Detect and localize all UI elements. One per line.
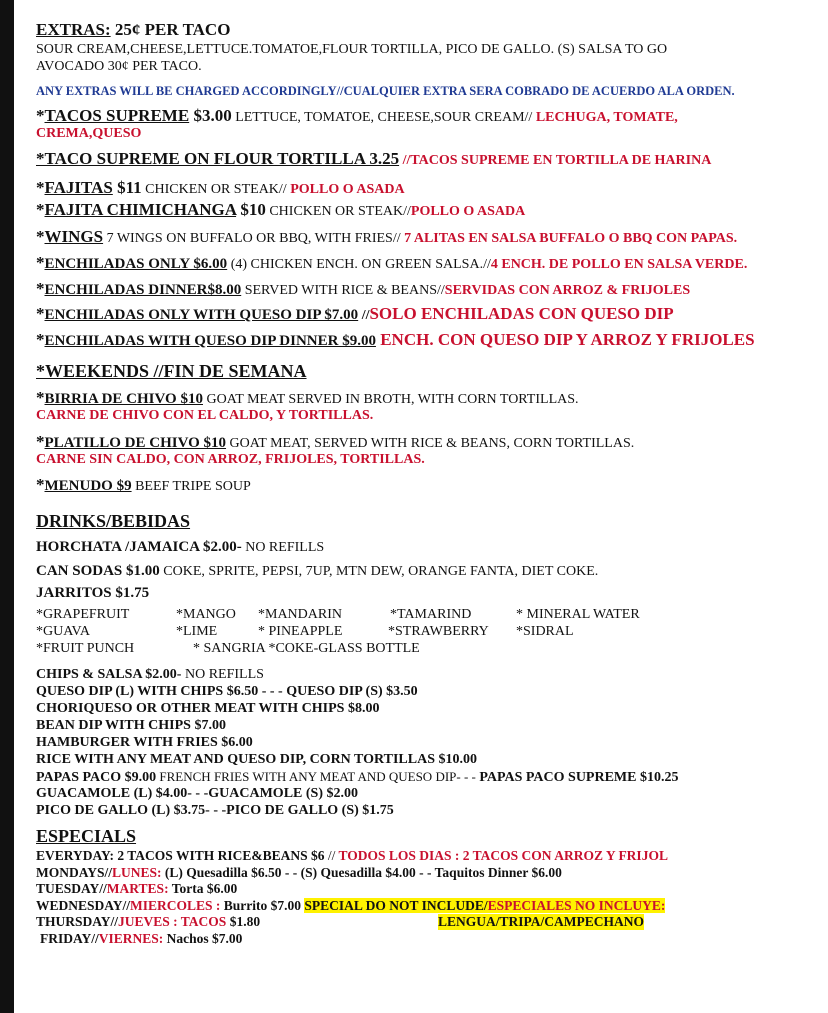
day-es: MIERCOLES :	[130, 898, 221, 913]
platillo-spanish: CARNE SIN CALDO, CON ARROZ, FRIJOLES, TORTILLAS.	[36, 452, 425, 467]
enchiladas-queso-dinner-item	[36, 332, 755, 350]
hamburger-item: HAMBURGER WITH FRIES $6.00	[36, 735, 253, 750]
taco-supreme-flour-item	[36, 151, 711, 169]
sodas-item	[36, 563, 598, 580]
item-name: HORCHATA /JAMAICA $2.00-	[36, 539, 242, 555]
day-en: WEDNESDAY//	[36, 898, 131, 913]
item-price: $11	[112, 178, 142, 197]
day-rest: Burrito $7.00	[220, 898, 305, 913]
day-rest: Torta $6.00	[168, 881, 238, 896]
item-name: BIRRIA DE CHIVO $10	[44, 391, 203, 407]
day-es: MARTES:	[106, 881, 169, 896]
weekends-title: *WEEKENDS //FIN DE SEMANA	[36, 361, 307, 381]
drinks-title: DRINKS/BEBIDAS	[36, 511, 191, 531]
wednesday-special	[36, 898, 665, 914]
extras-notice: ANY EXTRAS WILL BE CHARGED ACCORDINGLY//CUALQUIER EXTRA SERA COBRADO DE ACUERDO ALA ORDEN.	[36, 84, 735, 98]
item-desc: GOAT MEAT, SERVED WITH RICE & BEANS, CORN TORTILLAS.	[226, 436, 635, 451]
monday-special	[36, 865, 562, 881]
item-desc: NO REFILLS	[241, 540, 325, 555]
item-name: ENCHILADAS WITH QUESO DIP DINNER $9.00	[44, 333, 376, 349]
item-price: $3.00	[189, 106, 232, 125]
item-star: *	[36, 106, 45, 125]
item-desc: (4) CHICKEN ENCH. ON GREEN SALSA.//	[227, 257, 491, 272]
item-desc: FRENCH FRIES WITH ANY MEAT AND QUESO DIP- - -	[156, 769, 476, 784]
birria-spanish: CARNE DE CHIVO CON EL CALDO, Y TORTILLAS.	[36, 408, 374, 423]
extras-heading	[36, 22, 230, 40]
flavor-strawberry: *STRAWBERRY	[388, 624, 489, 639]
flavor-lime: *LIME	[176, 624, 218, 639]
day-en: TUESDAY//	[36, 881, 107, 896]
pico-item: PICO DE GALLO (L) $3.75- - -PICO DE GALLO (S) $1.75	[36, 803, 394, 818]
item-name: TACOS SUPREME	[44, 106, 190, 125]
flavor-mineral-water: * MINERAL WATER	[516, 607, 640, 622]
queso-item: QUESO DIP (L) WITH CHIPS $6.50 - - - QUESO DIP (S) $3.50	[36, 684, 418, 699]
item-spanish: SOLO ENCHILADAS CON QUESO DIP	[369, 304, 674, 323]
item-name: MENUDO $9	[44, 478, 132, 494]
item-name: ENCHILADAS ONLY WITH QUESO DIP $7.00	[44, 307, 359, 323]
wings-item	[36, 229, 737, 247]
extras-line-1: SOUR CREAM,CHEESE,LETTUCE.TOMATOE,FLOUR TORTILLA, PICO DE GALLO. (S) SALSA TO GO	[36, 42, 668, 57]
enchiladas-only-item	[36, 255, 747, 273]
item-desc: LETTUCE, TOMATOE, CHEESE,SOUR CREAM//	[231, 110, 533, 125]
item-price: $10	[236, 200, 266, 219]
item-name: PAPAS PACO $9.00	[36, 770, 157, 785]
fajita-chimichanga-item	[36, 202, 525, 220]
item-star: *	[36, 388, 45, 407]
special-es: TODOS LOS DIAS : 2 TACOS CON ARROZ Y FRIJOL	[335, 848, 668, 863]
day-en: THURSDAY//	[36, 914, 119, 929]
tuesday-special	[36, 881, 237, 897]
day-rest: Nachos $7.00	[163, 931, 243, 946]
flavor-mandarin: *MANDARIN	[258, 607, 342, 622]
item-star: *	[36, 279, 45, 298]
item-star: *	[36, 304, 45, 323]
special-sep: //	[324, 848, 336, 863]
item-spanish: LECHUGA, TOMATE,	[532, 110, 678, 125]
flavor-pineapple: * PINEAPPLE	[258, 624, 343, 639]
item-desc: GOAT MEAT SERVED IN BROTH, WITH CORN TORTILLAS.	[202, 392, 579, 407]
horchata-item	[36, 539, 324, 556]
flavor-sidral: *SIDRAL	[516, 624, 574, 639]
special-exclusion-list: LENGUA/TRIPA/CAMPECHANO	[438, 914, 645, 929]
extras-line-2: AVOCADO 30¢ PER TACO.	[36, 59, 202, 74]
item-star: *	[36, 432, 45, 451]
item-name: FAJITAS	[44, 178, 113, 197]
flavor-grapefruit: *GRAPEFRUIT	[36, 607, 130, 622]
item-spanish: POLLO O ASADA	[410, 204, 526, 219]
item-name: CHIPS & SALSA $2.00-	[36, 667, 182, 682]
enchiladas-queso-item	[36, 306, 674, 324]
item-spanish: 7 ALITAS EN SALSA BUFFALO O BBQ CON PAPAS.	[400, 231, 738, 246]
extras-title: EXTRAS:	[36, 20, 111, 39]
item-spanish: //TACOS SUPREME EN TORTILLA DE HARINA	[399, 153, 712, 168]
day-rest: $1.80	[226, 914, 261, 929]
item-desc: SERVED WITH RICE & BEANS//	[241, 283, 445, 298]
item-star: *	[36, 200, 45, 219]
flavor-mango: *MANGO	[176, 607, 236, 622]
everyday-special	[36, 848, 668, 864]
item-desc: 7 WINGS ON BUFFALO OR BBQ, WITH FRIES//	[103, 231, 401, 246]
platillo-item	[36, 434, 634, 452]
papas-item	[36, 769, 678, 786]
chips-item	[36, 667, 264, 683]
day-en: FRIDAY//	[40, 931, 99, 946]
item-desc: CHICKEN OR STEAK//	[265, 204, 411, 219]
thursday-special	[36, 914, 260, 930]
item-name: WINGS	[44, 227, 104, 246]
special-exclusion-en: SPECIAL DO NOT INCLUDE/	[304, 898, 488, 913]
flavor-sangria-coke: * SANGRIA *COKE-GLASS BOTTLE	[193, 641, 420, 656]
item-name: CAN SODAS $1.00	[36, 563, 160, 579]
rice-item: RICE WITH ANY MEAT AND QUESO DIP, CORN TORTILLAS $10.00	[36, 752, 477, 767]
day-es: VIERNES:	[98, 931, 164, 946]
item-spanish: 4 ENCH. DE POLLO EN SALSA VERDE.	[490, 257, 748, 272]
menudo-item	[36, 477, 251, 495]
item-name: ENCHILADAS DINNER$8.00	[44, 282, 242, 298]
fajitas-item	[36, 180, 405, 198]
item-desc: BEEF TRIPE SOUP	[131, 479, 251, 494]
birria-item	[36, 390, 579, 408]
especials-title: ESPECIALS	[36, 826, 137, 846]
friday-special	[40, 931, 242, 947]
item-star: *	[36, 330, 45, 349]
tacos-supreme-spanish-2: CREMA,QUESO	[36, 126, 142, 141]
flavor-guava: *GUAVA	[36, 624, 90, 639]
jarritos-title: JARRITOS $1.75	[36, 585, 150, 601]
item-desc: //	[358, 308, 370, 323]
item-star: *	[36, 178, 45, 197]
day-es: LUNES:	[112, 865, 162, 880]
item-star: *	[36, 253, 45, 272]
item-name: *TACO SUPREME ON FLOUR TORTILLA 3.25	[36, 149, 400, 168]
item-desc: CHICKEN OR STEAK//	[141, 182, 287, 197]
special-en: EVERYDAY: 2 TACOS WITH RICE&BEANS $6	[36, 848, 325, 863]
day-en: MONDAYS//	[36, 865, 113, 880]
item-name: PLATILLO DE CHIVO $10	[44, 435, 227, 451]
item-star: *	[36, 475, 45, 494]
choriqueso-item: CHORIQUESO OR OTHER MEAT WITH CHIPS $8.00	[36, 701, 380, 716]
item-spanish: SERVIDAS CON ARROZ & FRIJOLES	[444, 283, 691, 298]
special-exclusion-es: ESPECIALES NO INCLUYE:	[487, 898, 666, 913]
item-supreme: PAPAS PACO SUPREME $10.25	[475, 770, 679, 785]
item-name: FAJITA CHIMICHANGA	[44, 200, 237, 219]
guacamole-item: GUACAMOLE (L) $4.00- - -GUACAMOLE (S) $2.00	[36, 786, 358, 801]
bean-dip-item: BEAN DIP WITH CHIPS $7.00	[36, 718, 226, 733]
flavor-fruit-punch: *FRUIT PUNCH	[36, 641, 135, 656]
day-rest: (L) Quesadilla $6.50 - - (S) Quesadilla $4.00 - - Taquitos Dinner $6.00	[161, 865, 562, 880]
day-es: JUEVES : TACOS	[118, 914, 227, 929]
item-desc: COKE, SPRITE, PEPSI, 7UP, MTN DEW, ORANGE FANTA, DIET COKE.	[159, 564, 599, 579]
item-spanish: ENCH. CON QUESO DIP Y ARROZ Y FRIJOLES	[375, 330, 755, 349]
item-desc: NO REFILLS	[181, 667, 264, 682]
item-name: ENCHILADAS ONLY $6.00	[44, 256, 228, 272]
item-spanish: POLLO O ASADA	[286, 182, 405, 197]
left-edge-bar	[0, 0, 14, 1013]
extras-price: 25¢ PER TACO	[110, 20, 231, 39]
tacos-supreme-item	[36, 108, 678, 126]
item-star: *	[36, 227, 45, 246]
enchiladas-dinner-item	[36, 281, 690, 299]
flavor-tamarind: *TAMARIND	[390, 607, 472, 622]
